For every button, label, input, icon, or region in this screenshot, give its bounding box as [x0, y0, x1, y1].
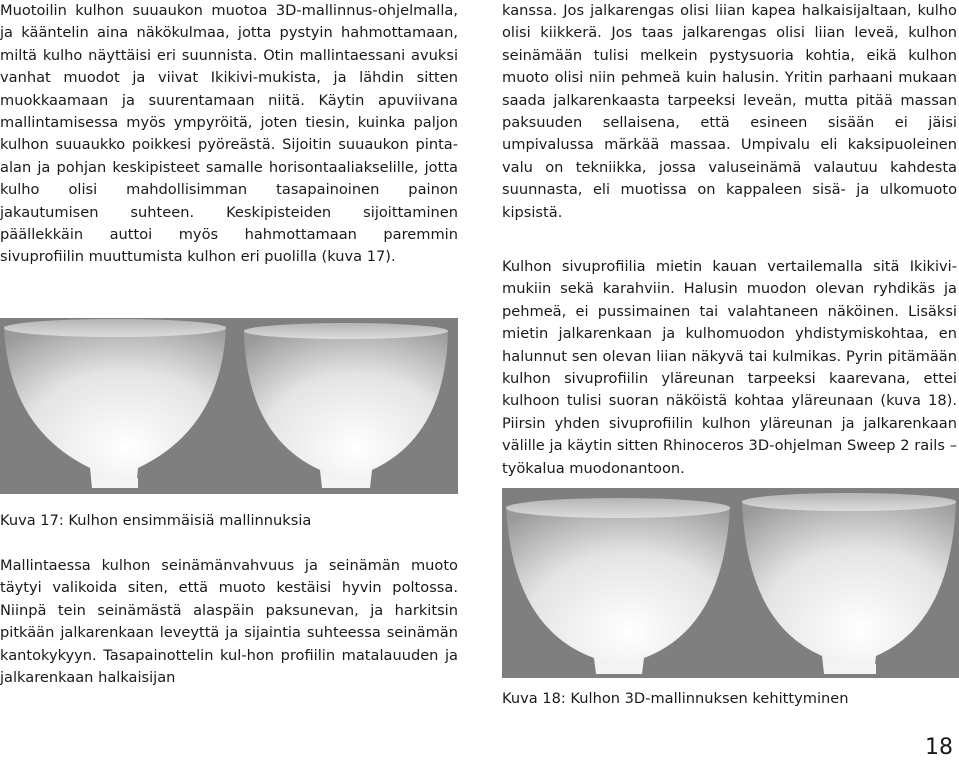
bowl-render-3 — [506, 498, 730, 674]
page-number: 18 — [925, 735, 953, 760]
bowl-render-2 — [244, 323, 448, 488]
figure-17-caption: Kuva 17: Kulhon ensimmäisiä mallinnuksia — [0, 512, 312, 529]
body-paragraph-3: kanssa. Jos jalkarengas olisi liian kapea halkaisijaltaan, kulho olisi kiikkerä. Jos taas jalkarengas olisi liian leveä, kulhon seinämään tulisi melkein pystysuoria kohtia, eikä kulhon muoto olisi niin pehmeä kuin halusin. Yritin parhaani mukaan saada jalkarenkaasta tarpeeksi leveän, mutta pitää massan paksuuden sellaisena, että esineen sisään ei jäisi umpivalussa märkää massaa. Umpivalu eli kaksipuoleinen valu on tekniikka, jossa valuseinämä valautuu kahdesta suunnasta, eli muotissa on kappaleen sisä- ja ulkomuoto kipsistä. — [502, 2, 957, 221]
figure-18-caption: Kuva 18: Kulhon 3D-mallinnuksen kehittyminen — [502, 690, 849, 707]
body-paragraph-4: Kulhon sivuprofiilia mietin kauan vertailemalla sitä Ikikivi-mukiin sekä karahviin. Halusin muodon olevan ryhdikäs ja pehmeä, ei pussimainen tai valahtaneen näköinen. Lisäksi mietin jalkarenkaan ja kulhomuodon yhdistymiskohtaa, en halunnut sen olevan liian näkyvä tai kulmikas. Pyrin pitämään kulhon sivuprofiilin yläreunan tarpeeksi kaarevana, ettei kulhoon tulisi suoran näköistä kohtaa yläreunaan (kuva 18). Piirsin yhden sivuprofiilin kulhon yläreunan ja jalkarenkaan välille ja käytin sitten Rhinoceros 3D-ohjelman Sweep 2 rails – työkalua muodonantoon. — [502, 258, 957, 477]
body-paragraph-1: Muotoilin kulhon suuaukon muotoa 3D-mallinnus-ohjelmalla, ja kääntelin aina näkökulmaa, jotta pystyin hahmottamaan, miltä kulho näyttäisi eri suunnista. Otin mallintaessani avuksi vanhat muodot ja viivat Ikikivi-mukista, ja lähdin sitten muokkaamaan ja suurentamaan niitä. Käytin apuviivana mallintamisessa myös ympyröitä, joten tiesin, kuinka paljon kulhon suuaukko poikkesi pyöreästä. Sijoitin suuaukon pinta-alan ja pohjan keskipisteet samalle horisontaaliakselille, jotta kulho olisi mahdollisimman tasapainoinen painon jakautumisen suhteen. Keskipisteiden sijoittaminen päällekkäin auttoi myös hahmottamaan paremmin sivuprofiilin muuttumista kulhon eri puolilla (kuva 17). — [0, 2, 458, 266]
figure-18-bowl-renders — [502, 488, 959, 678]
bowl-render-1 — [4, 319, 226, 488]
body-paragraph-2: Mallintaessa kulhon seinämänvahvuus ja seinämän muoto täytyi valikoida siten, että muoto kestäisi hyvin poltossa. Niinpä tein seinämästä alaspäin paksunevan, ja harkitsin pitkään jalkarenkaan leveyttä ja sijaintia suhteessa seinämän kantokykyyn. Tasapainottelin kul-hon profiilin matalauuden ja jalkarenkaan halkaisijan — [0, 557, 458, 687]
figure-17-bowl-renders — [0, 318, 458, 494]
bowl-render-4 — [742, 493, 956, 674]
